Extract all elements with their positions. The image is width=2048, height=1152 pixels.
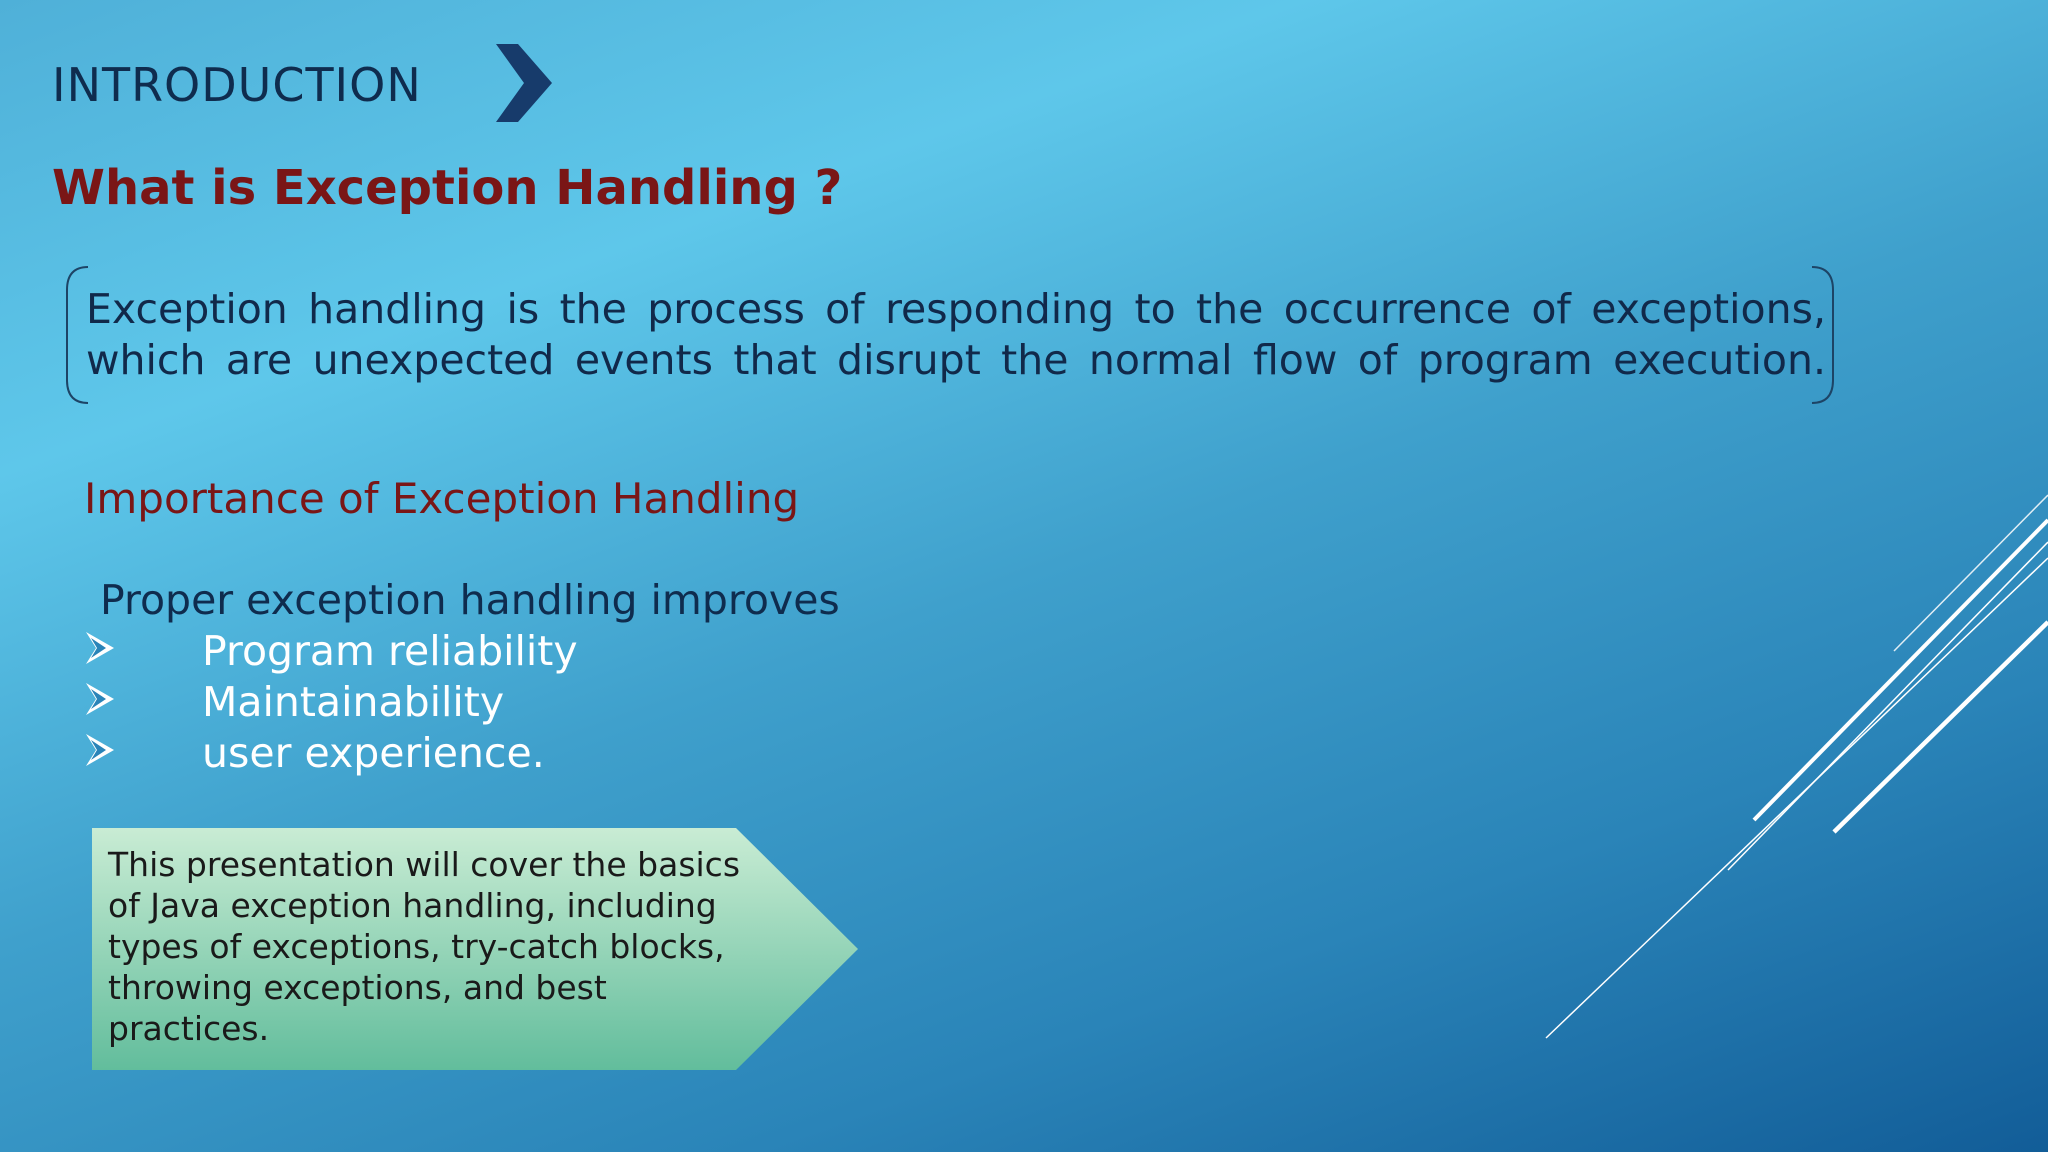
main-heading: What is Exception Handling ?: [52, 160, 843, 216]
definition-text: Exception handling is the process of responding to the occurrence of exceptions, which are unexpected events that disrupt the normal flow of program execution.: [86, 285, 1826, 384]
importance-intro: Proper exception handling improves: [100, 576, 840, 624]
chevron-right-icon: [496, 44, 552, 122]
callout-text: This presentation will cover the basics of Java exception handling, including types of exceptions, try-catch blocks, throwing exceptions, and best practices.: [108, 845, 741, 1048]
arrow-bullet-icon: [84, 732, 116, 768]
definition-box: [66, 266, 1834, 404]
bullet-label: Program reliability: [202, 627, 578, 675]
bullet-label: user experience.: [202, 729, 545, 777]
bullet-label: Maintainability: [202, 678, 505, 726]
decorative-lines: [1520, 480, 2048, 1050]
section-title: INTRODUCTION: [52, 58, 422, 112]
importance-heading: Importance of Exception Handling: [84, 474, 800, 523]
arrow-bullet-icon: [84, 630, 116, 666]
callout-arrow-box: [92, 828, 858, 1070]
arrow-bullet-icon: [84, 681, 116, 717]
